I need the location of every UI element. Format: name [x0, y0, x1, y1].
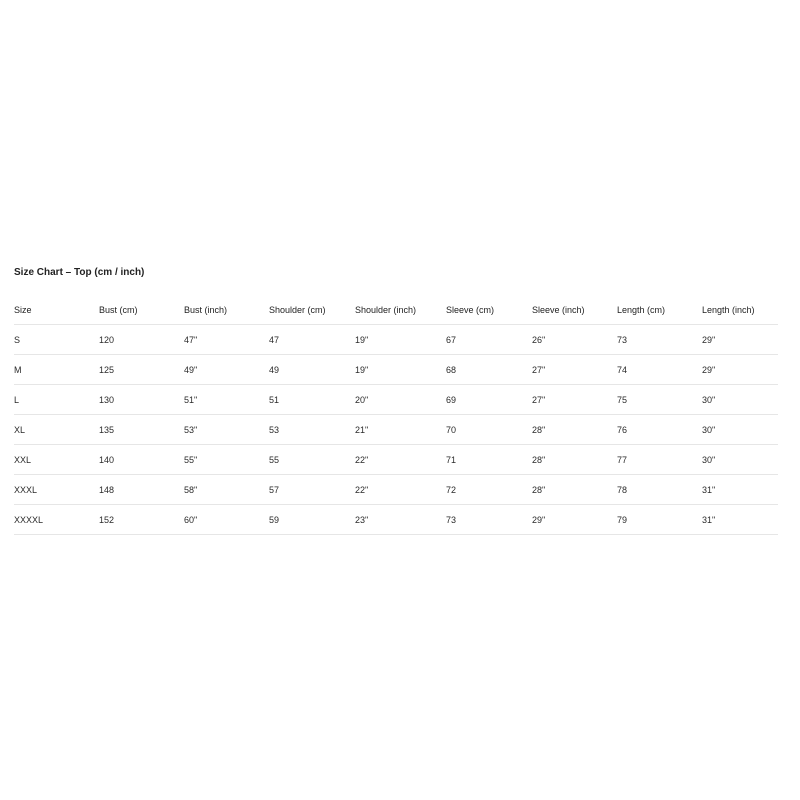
cell-bust-cm: 130 [99, 385, 184, 415]
table-row [14, 415, 778, 445]
cell-bust-inch: 53" [184, 415, 269, 445]
cell-size: XXXXL [14, 505, 99, 535]
header-cell-size: Size [14, 295, 99, 325]
cell-length-inch: 29" [702, 325, 778, 355]
cell-bust-inch: 51" [184, 385, 269, 415]
cell-bust-inch: 60" [184, 505, 269, 535]
cell-shoulder-cm: 59 [269, 505, 355, 535]
cell-sleeve-inch: 28" [532, 475, 617, 505]
table-row [14, 475, 778, 505]
cell-size: L [14, 385, 99, 415]
size-chart-table [14, 295, 778, 535]
cell-size: XXL [14, 445, 99, 475]
cell-shoulder-inch: 19" [355, 325, 446, 355]
header-cell-length-inch: Length (inch) [702, 295, 778, 325]
cell-length-inch: 29" [702, 355, 778, 385]
cell-shoulder-cm: 53 [269, 415, 355, 445]
cell-bust-cm: 120 [99, 325, 184, 355]
cell-shoulder-cm: 47 [269, 325, 355, 355]
cell-shoulder-cm: 49 [269, 355, 355, 385]
cell-bust-cm: 135 [99, 415, 184, 445]
cell-sleeve-cm: 72 [446, 475, 532, 505]
cell-length-cm: 75 [617, 385, 702, 415]
cell-length-cm: 78 [617, 475, 702, 505]
cell-size: XXXL [14, 475, 99, 505]
cell-shoulder-inch: 21" [355, 415, 446, 445]
table-row [14, 355, 778, 385]
cell-length-inch: 30" [702, 415, 778, 445]
table-row [14, 325, 778, 355]
cell-sleeve-cm: 70 [446, 415, 532, 445]
cell-shoulder-cm: 57 [269, 475, 355, 505]
cell-length-cm: 74 [617, 355, 702, 385]
cell-size: S [14, 325, 99, 355]
cell-length-cm: 76 [617, 415, 702, 445]
cell-shoulder-cm: 55 [269, 445, 355, 475]
cell-bust-inch: 49" [184, 355, 269, 385]
cell-bust-inch: 55" [184, 445, 269, 475]
table-body [14, 325, 778, 535]
cell-sleeve-inch: 26" [532, 325, 617, 355]
header-cell-sleeve-cm: Sleeve (cm) [446, 295, 532, 325]
cell-bust-cm: 125 [99, 355, 184, 385]
cell-bust-inch: 47" [184, 325, 269, 355]
chart-title: Size Chart – Top (cm / inch) [14, 267, 145, 278]
cell-sleeve-inch: 27" [532, 355, 617, 385]
cell-shoulder-inch: 19" [355, 355, 446, 385]
cell-sleeve-inch: 28" [532, 445, 617, 475]
cell-bust-cm: 152 [99, 505, 184, 535]
cell-length-cm: 73 [617, 325, 702, 355]
cell-sleeve-cm: 67 [446, 325, 532, 355]
header-cell-bust-inch: Bust (inch) [184, 295, 269, 325]
cell-bust-cm: 148 [99, 475, 184, 505]
cell-sleeve-cm: 71 [446, 445, 532, 475]
cell-length-inch: 31" [702, 475, 778, 505]
header-cell-sleeve-inch: Sleeve (inch) [532, 295, 617, 325]
table-row [14, 505, 778, 535]
cell-length-inch: 31" [702, 505, 778, 535]
cell-sleeve-inch: 27" [532, 385, 617, 415]
cell-length-inch: 30" [702, 445, 778, 475]
header-row [14, 295, 778, 325]
table-row [14, 385, 778, 415]
header-cell-shoulder-inch: Shoulder (inch) [355, 295, 446, 325]
cell-shoulder-cm: 51 [269, 385, 355, 415]
cell-sleeve-cm: 68 [446, 355, 532, 385]
cell-sleeve-cm: 69 [446, 385, 532, 415]
table-row [14, 445, 778, 475]
cell-shoulder-inch: 23" [355, 505, 446, 535]
cell-length-cm: 77 [617, 445, 702, 475]
header-cell-length-cm: Length (cm) [617, 295, 702, 325]
cell-bust-cm: 140 [99, 445, 184, 475]
cell-shoulder-inch: 22" [355, 445, 446, 475]
cell-shoulder-inch: 20" [355, 385, 446, 415]
cell-sleeve-inch: 29" [532, 505, 617, 535]
cell-sleeve-inch: 28" [532, 415, 617, 445]
header-cell-bust-cm: Bust (cm) [99, 295, 184, 325]
cell-length-cm: 79 [617, 505, 702, 535]
cell-size: M [14, 355, 99, 385]
cell-shoulder-inch: 22" [355, 475, 446, 505]
cell-size: XL [14, 415, 99, 445]
cell-length-inch: 30" [702, 385, 778, 415]
cell-sleeve-cm: 73 [446, 505, 532, 535]
header-cell-shoulder-cm: Shoulder (cm) [269, 295, 355, 325]
cell-bust-inch: 58" [184, 475, 269, 505]
